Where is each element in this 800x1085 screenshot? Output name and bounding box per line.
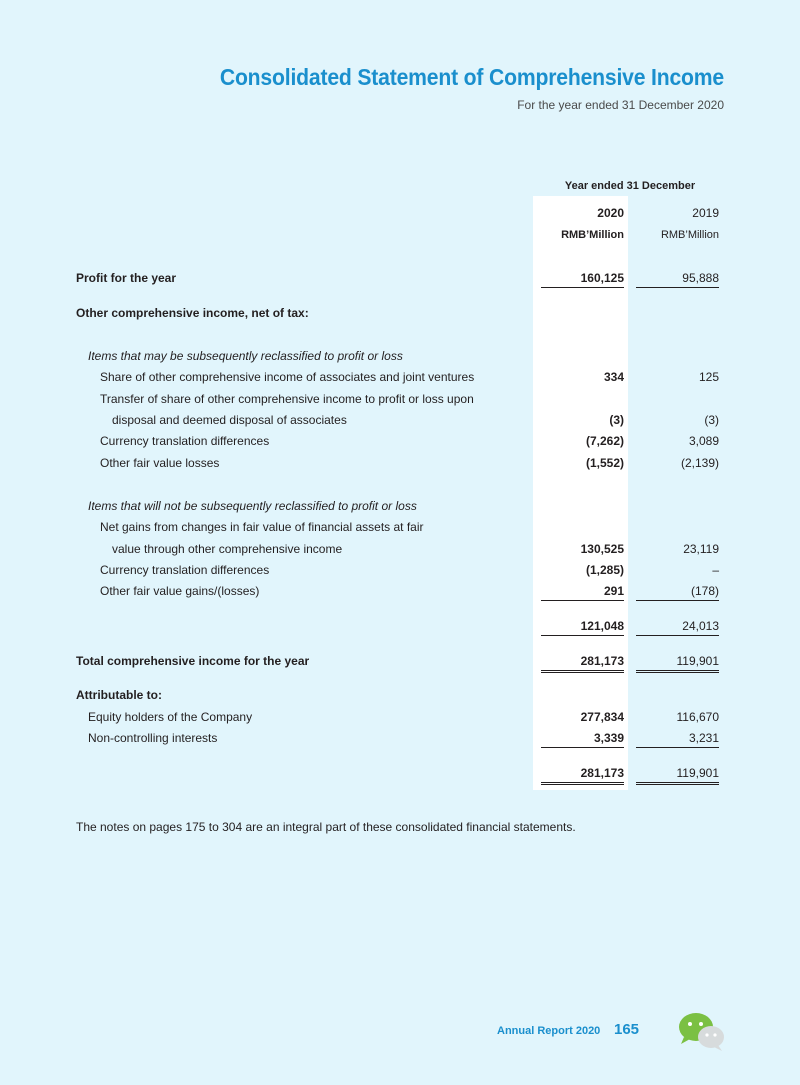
subtotal-rule xyxy=(541,747,624,748)
table-row xyxy=(0,541,800,561)
wechat-logo-icon xyxy=(676,1010,726,1052)
value-2020: 277,834 xyxy=(580,710,624,724)
double-rule xyxy=(636,782,719,785)
row-label: value through other comprehensive income xyxy=(112,542,343,556)
table-row xyxy=(0,433,800,453)
row-label: Currency translation differences xyxy=(100,434,270,448)
value-2019: 125 xyxy=(698,370,719,384)
double-rule xyxy=(541,670,624,673)
row-label: Equity holders of the Company xyxy=(88,710,253,724)
row-label: Attributable to: xyxy=(76,688,162,702)
row-label: Profit for the year xyxy=(76,271,177,285)
row-label: Other fair value gains/(losses) xyxy=(100,584,260,598)
value-2019: 3,231 xyxy=(688,731,719,745)
value-2019: 119,901 xyxy=(676,766,719,780)
value-2020: 121,048 xyxy=(580,619,624,633)
row-label: disposal and deemed disposal of associates xyxy=(112,413,347,427)
row-label: Net gains from changes in fair value of financial assets at fair xyxy=(100,520,424,534)
table-row xyxy=(0,305,800,325)
value-2019: 24,013 xyxy=(682,619,719,633)
row-label: Other comprehensive income, net of tax: xyxy=(76,306,309,320)
page-subtitle: For the year ended 31 December 2020 xyxy=(517,98,724,112)
value-2020: 160,125 xyxy=(580,271,624,285)
table-row xyxy=(0,369,800,389)
column-group-header: Year ended 31 December xyxy=(564,180,696,192)
page-number: 165 xyxy=(614,1021,640,1038)
row-label: Share of other comprehensive income of associates and joint ventures xyxy=(100,370,475,384)
section-label: Items that will not be subsequently reclassified to profit or loss xyxy=(88,499,417,513)
total-rule xyxy=(636,287,719,288)
subtotal-rule xyxy=(636,747,719,748)
value-2020: (1,285) xyxy=(585,563,624,577)
subtotal-rule xyxy=(636,600,719,601)
value-2019: 23,119 xyxy=(683,542,719,556)
table-row xyxy=(0,498,800,518)
table-row xyxy=(0,687,800,707)
value-2020: (1,552) xyxy=(585,456,624,470)
row-label: Transfer of share of other comprehensive income to profit or loss upon xyxy=(100,392,474,406)
page-title: Consolidated Statement of Comprehensive Income xyxy=(219,64,724,90)
value-2019: (2,139) xyxy=(680,456,719,470)
value-2019: 116,670 xyxy=(676,710,719,724)
table-row xyxy=(0,455,800,475)
table-row xyxy=(0,519,800,539)
footer-report-label: Annual Report 2020 xyxy=(497,1025,601,1037)
value-2019: (3) xyxy=(704,413,719,427)
value-2020: 334 xyxy=(603,370,624,384)
table-row xyxy=(0,562,800,582)
double-rule xyxy=(636,670,719,673)
row-label: Non-controlling interests xyxy=(88,731,218,745)
table-row xyxy=(0,348,800,368)
table-row xyxy=(0,709,800,729)
unit-header-2020: RMB’Million xyxy=(561,229,624,241)
value-2020: 3,339 xyxy=(593,731,624,745)
footnote: The notes on pages 175 to 304 are an integral part of these consolidated financial statements. xyxy=(76,820,576,834)
subtotal-rule xyxy=(541,600,624,601)
value-2020: 130,525 xyxy=(580,542,624,556)
row-label: Total comprehensive income for the year xyxy=(76,654,310,668)
row-label: Other fair value losses xyxy=(100,456,220,470)
subtotal-rule xyxy=(541,635,624,636)
value-2019: 119,901 xyxy=(676,654,719,668)
value-2019: – xyxy=(712,563,719,577)
value-2020: 281,173 xyxy=(580,766,624,780)
table-row xyxy=(0,391,800,411)
value-2020: (7,262) xyxy=(585,434,624,448)
value-2020: (3) xyxy=(609,413,624,427)
table-row xyxy=(0,412,800,432)
value-2019: (178) xyxy=(690,584,719,598)
row-label: Currency translation differences xyxy=(100,563,270,577)
subtotal-rule xyxy=(636,635,719,636)
value-2020: 281,173 xyxy=(580,654,624,668)
value-2019: 3,089 xyxy=(688,434,719,448)
section-label: Items that may be subsequently reclassified to profit or loss xyxy=(88,349,403,363)
total-rule xyxy=(541,287,624,288)
value-2019: 95,888 xyxy=(682,271,719,285)
column-header-2020: 2020 xyxy=(597,206,624,220)
unit-header-2019: RMB’Million xyxy=(660,229,719,241)
double-rule xyxy=(541,782,624,785)
value-2020: 291 xyxy=(603,584,624,598)
column-header-2019: 2019 xyxy=(692,206,719,220)
